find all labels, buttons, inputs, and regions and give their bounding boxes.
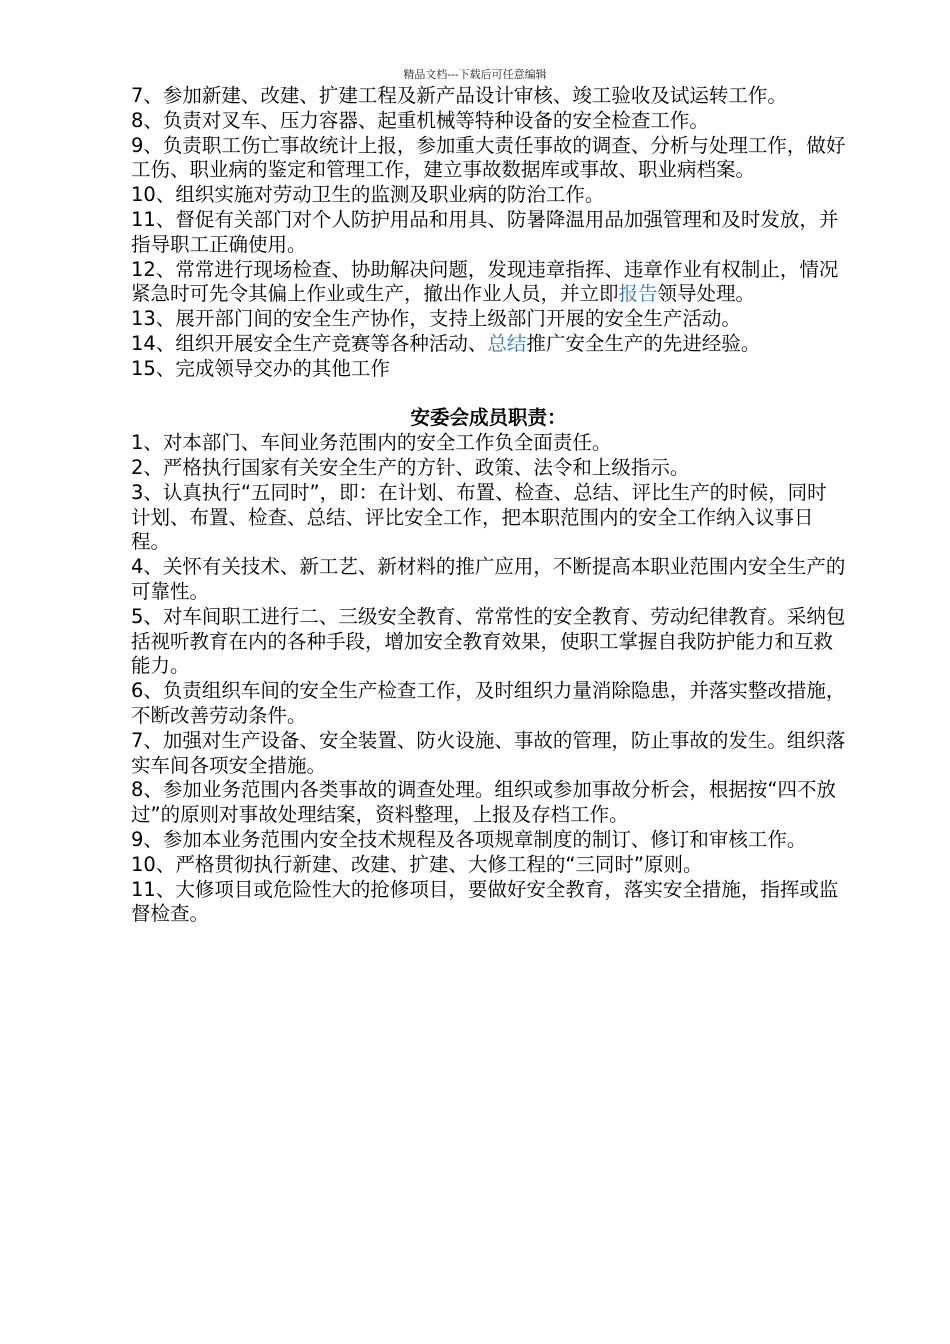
blank-line [131,382,846,407]
duty-item-14-text-b: 推广安全生产的先进经验。 [526,331,761,355]
summary-link[interactable]: 总结 [487,331,527,355]
duty-item-12-text-b: 领导处理。 [657,282,756,306]
duty-item-7: 7、参加新建、改建、扩建工程及新产品设计审核、竣工验收及试运转工作。 [131,84,787,107]
page-header-watermark: 精品文档---下载后可任意编辑 [403,68,547,81]
member-duty-item: 1、对本部门、车间业务范围内的安全工作负全面责任。 [131,431,612,455]
member-duty-item: 3、认真执行“五同时”，即：在计划、布置、检查、总结、评比生产的时候，同时计划、布置、检查、总结、评比安全工作，把本职范围内的安全工作纳入议事日程。 [131,480,827,554]
duty-item-12 [131,258,846,308]
member-duty-item: 5、对车间职工进行二、三级安全教育、常常性的安全教育、劳动纪律教育。采纳包括视听教育在内的各种手段，增加安全教育效果，使职工掌握自我防护能力和互救能力。 [131,604,846,678]
duty-item-15: 15、完成领导交办的其他工作 [131,356,390,380]
member-duty-item: 6、负责组织车间的安全生产检查工作，及时组织力量消除隐患，并落实整改措施，不断改善劳动条件。 [131,679,846,727]
section-title: 安委会成员职责： [410,406,567,430]
member-duty-item: 8、参加业务范围内各类事故的调查处理。组织或参加事故分析会，根据按“四不放过”的原则对事故处理结案，资料整理，上报及存档工作。 [131,778,837,827]
duty-item-12-text-a: 12、常常进行现场检查、协助解决问题，发现违章指挥、违章作业有权制止，情况紧急时可先令其偏上作业或生产，撤出作业人员，并立即 [131,257,839,306]
duty-item-14-text-a: 14、组织开展安全生产竞赛等各种活动、 [131,331,488,355]
member-duty-item: 10、严格贯彻执行新建、改建、扩建、大修工程的“三同时”原则。 [131,852,703,876]
member-duty-item: 2、严格执行国家有关安全生产的方针、政策、法令和上级指示。 [131,455,690,479]
duty-item-8: 8、负责对叉车、压力容器、起重机械等特种设备的安全检查工作。 [131,108,709,132]
member-duty-item: 9、参加本业务范围内安全技术规程及各项规章制度的制订、修订和审核工作。 [131,827,807,851]
duty-item-11: 11、督促有关部门对个人防护用品和用具、防暑降温用品加强管理和及时发放，并指导职工正确使用。 [131,207,839,256]
report-link[interactable]: 报告 [618,282,658,306]
member-duty-item: 7、加强对生产设备、安全装置、防火设施、事故的管理，防止事故的发生。组织落实车间各项安全措施。 [131,728,846,777]
member-duty-item: 4、关怀有关技术、新工艺、新材料的推广应用，不断提高本职业范围内安全生产的可靠性。 [131,555,846,603]
duty-item-9: 9、负责职工伤亡事故统计上报，参加重大责任事故的调查、分析与处理工作，做好工伤、职业病的鉴定和管理工作，建立事故数据库或事故、职业病档案。 [131,133,846,182]
duty-item-13: 13、展开部门间的安全生产协作，支持上级部门开展的安全生产活动。 [131,307,741,331]
duty-item-10: 10、组织实施对劳动卫生的监测及职业病的防治工作。 [131,183,605,207]
document-body [131,84,846,927]
member-duty-item: 11、大修项目或危险性大的抢修项目，要做好安全教育，落实安全措施，指挥或监督检查。 [131,877,839,926]
duty-item-14 [131,332,846,357]
